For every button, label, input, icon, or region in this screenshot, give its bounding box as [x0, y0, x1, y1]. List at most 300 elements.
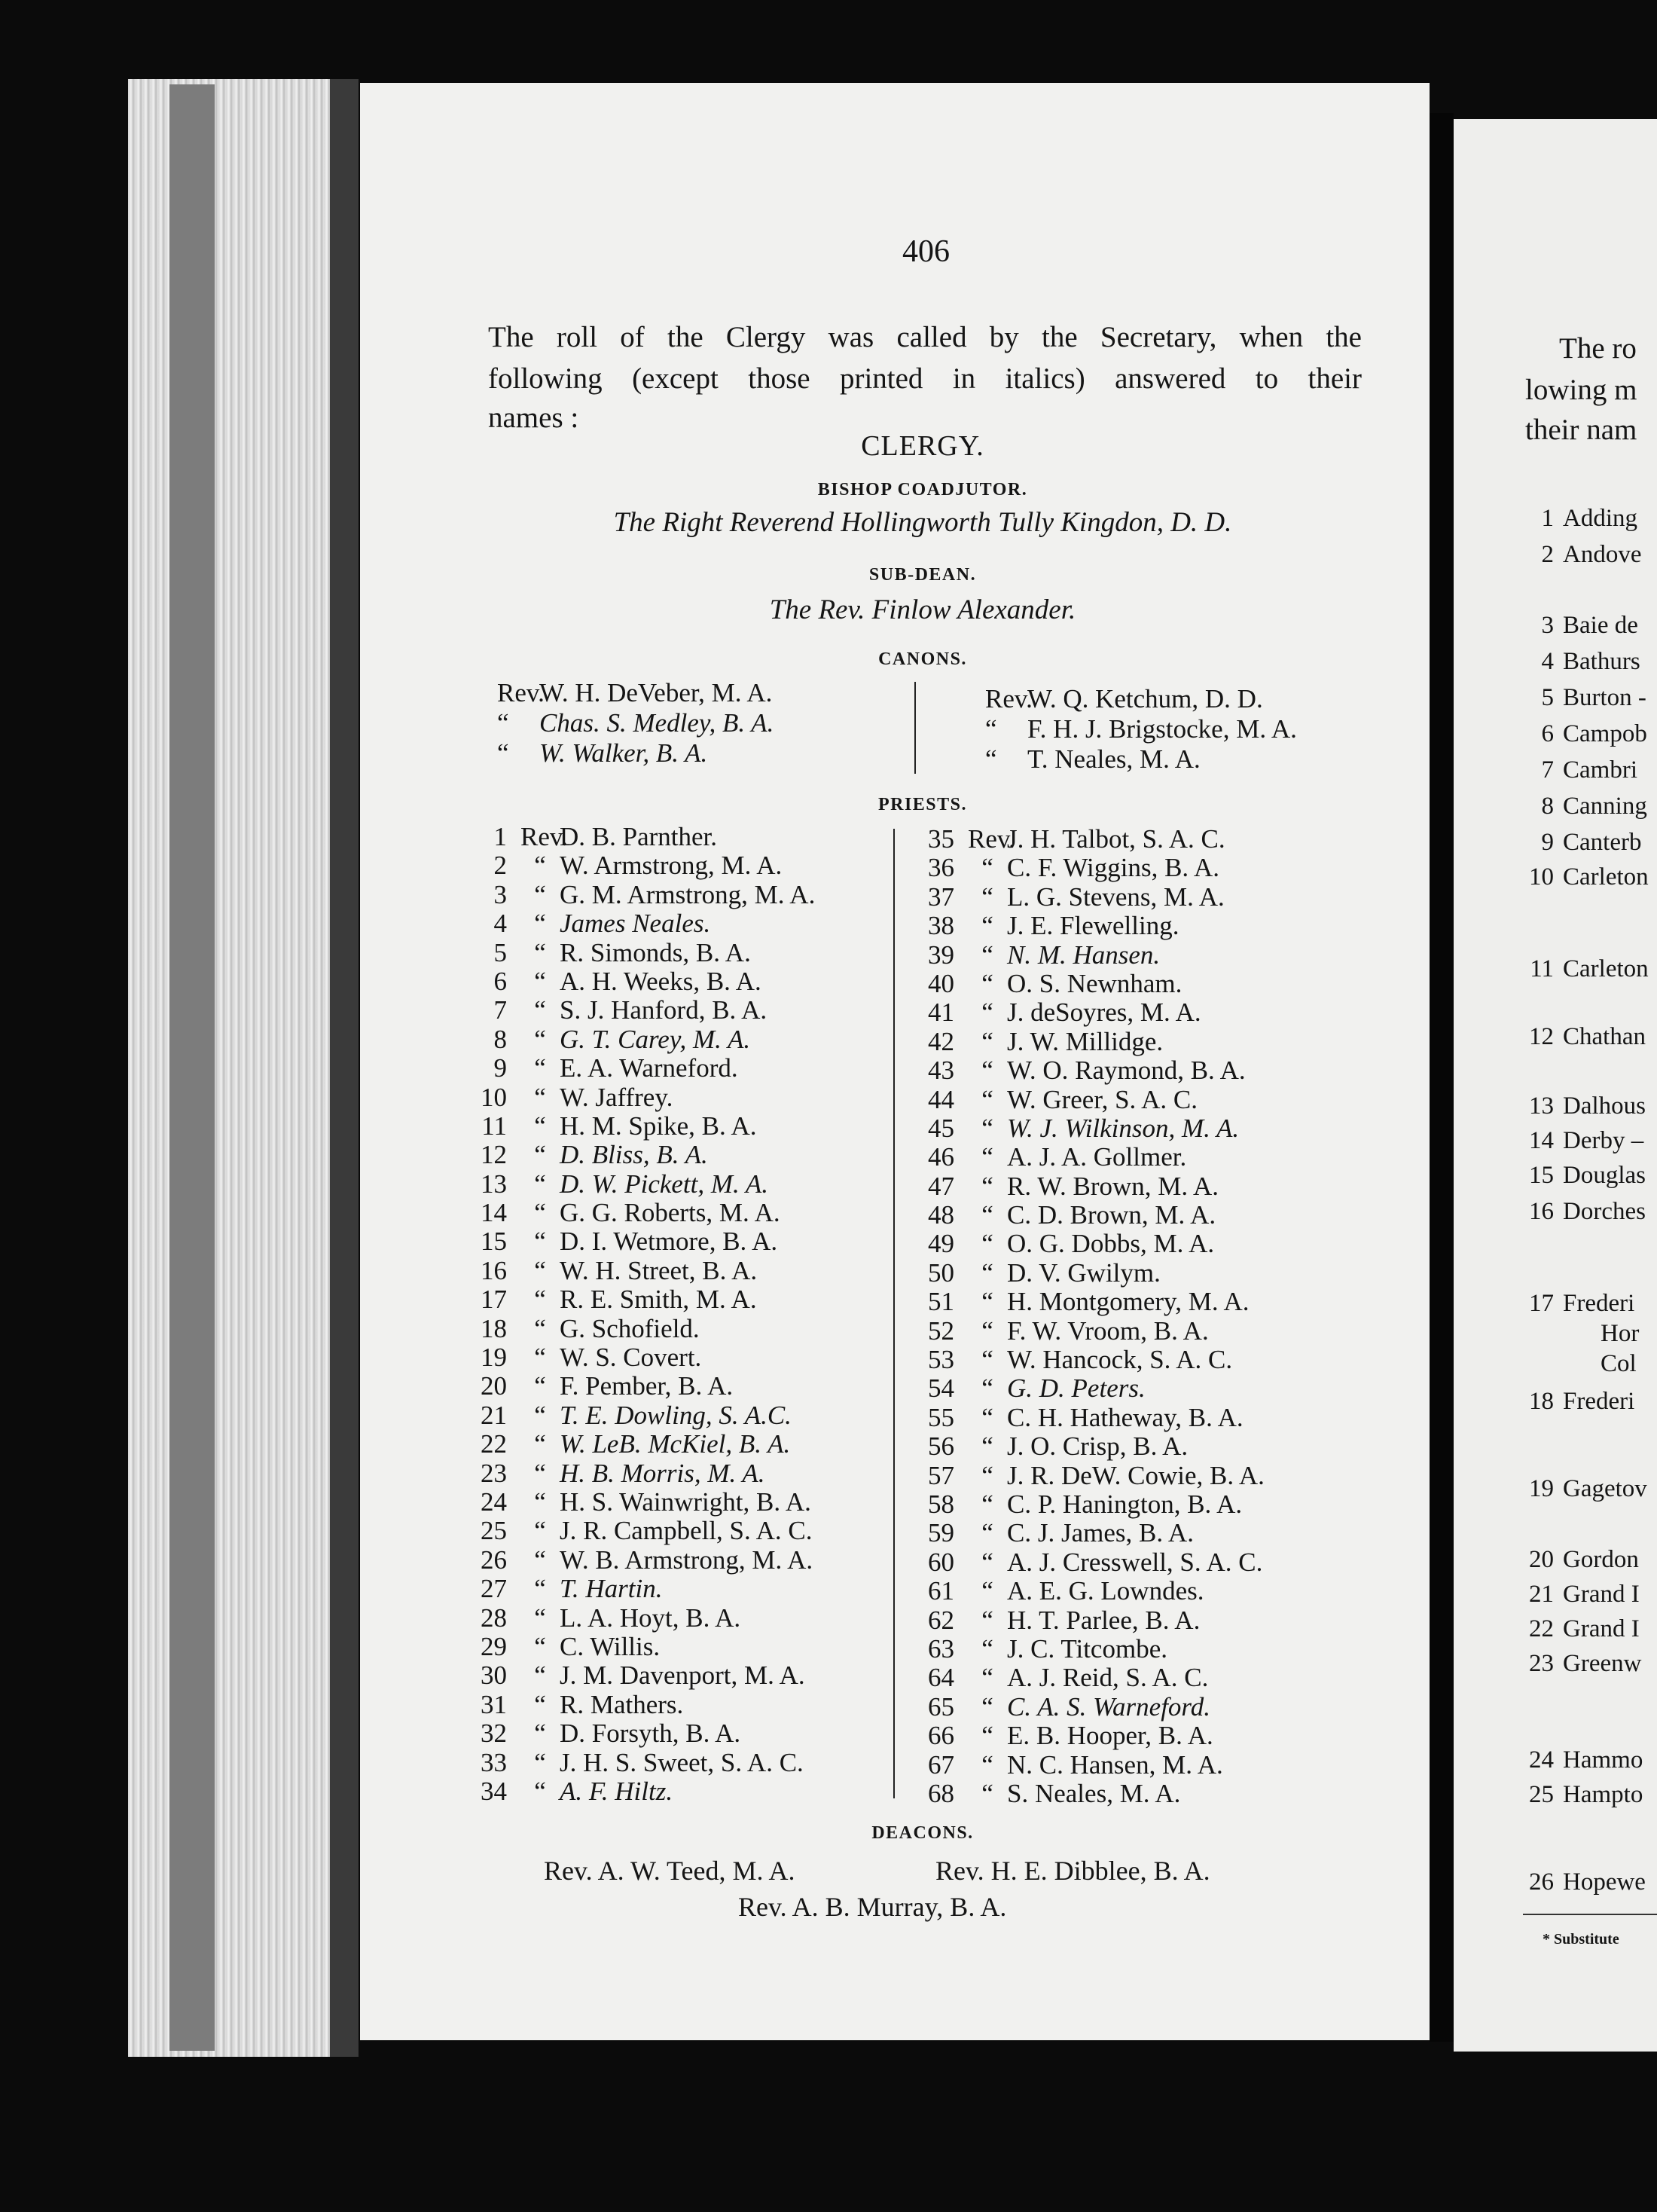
priest-name: H. T. Parlee, B. A.: [1007, 1605, 1201, 1635]
right-entry-number: 1: [1541, 505, 1554, 532]
priest-row: [913, 1114, 1265, 1143]
priest-name: C. Willis.: [560, 1631, 661, 1661]
priest-prefix: “: [534, 1689, 546, 1719]
priest-number: 58: [928, 1489, 954, 1519]
priest-row: [465, 1199, 815, 1227]
priest-row: [913, 1028, 1265, 1056]
priest-name: J. W. Millidge.: [1007, 1026, 1164, 1056]
priest-row: [465, 967, 815, 996]
right-entry: [1525, 1388, 1634, 1416]
priest-row: [913, 1259, 1265, 1288]
priest-number: 1: [493, 822, 507, 851]
book-gutter: [1430, 113, 1454, 2042]
priest-name: S. J. Hanford, B. A.: [560, 995, 767, 1025]
priest-row: [465, 1227, 815, 1256]
book-page-edge-band: [169, 84, 215, 2051]
priest-prefix: “: [981, 1229, 993, 1259]
priest-prefix: “: [981, 1663, 993, 1693]
right-entry: [1525, 1198, 1646, 1226]
right-entry: [1525, 541, 1641, 569]
priest-number: 40: [928, 968, 954, 998]
right-entry-number: 8: [1541, 793, 1554, 820]
intro-line-2: following (except those printed in italics) answered to their: [488, 362, 1362, 395]
canon-prefix: “: [497, 738, 509, 768]
priest-prefix: “: [534, 909, 546, 939]
right-entry: [1525, 1581, 1640, 1609]
priest-number: 68: [928, 1778, 954, 1808]
priest-name: D. W. Pickett, M. A.: [560, 1169, 769, 1199]
priest-name: W. Greer, S. A. C.: [1007, 1084, 1198, 1114]
priest-prefix: “: [981, 968, 993, 998]
right-entry-text: Frederi: [1563, 1388, 1635, 1415]
right-entry-text: Hopewe: [1563, 1868, 1646, 1896]
right-entry-text: Hor: [1601, 1320, 1640, 1347]
right-entry: [1525, 720, 1647, 748]
priest-number: 63: [928, 1633, 954, 1664]
right-entry-number: 3: [1541, 612, 1554, 639]
priest-name: W. B. Armstrong, M. A.: [560, 1544, 813, 1575]
right-entry-number: 17: [1529, 1290, 1554, 1317]
priest-name: W. J. Wilkinson, M. A.: [1007, 1113, 1240, 1143]
right-entry: [1563, 1350, 1637, 1378]
priest-row: [913, 883, 1265, 912]
priest-name: A. J. A. Gollmer.: [1007, 1142, 1187, 1172]
priest-number: 56: [928, 1431, 954, 1462]
priest-prefix: “: [981, 1778, 993, 1808]
priest-row: [465, 1315, 815, 1343]
right-entry: [1525, 1615, 1640, 1643]
canons-right-column: [970, 684, 1297, 775]
right-entry-text: Adding: [1563, 505, 1637, 532]
canon-row: [482, 708, 774, 738]
priest-name: C. J. James, B. A.: [1007, 1518, 1194, 1548]
right-entry-number: 20: [1529, 1546, 1554, 1573]
right-entry-number: 11: [1530, 955, 1554, 982]
priest-name: A. J. Cresswell, S. A. C.: [1007, 1547, 1263, 1577]
priest-row: [465, 939, 815, 967]
priest-prefix: “: [981, 1026, 993, 1056]
priest-number: 10: [481, 1082, 507, 1112]
priest-number: 5: [493, 937, 507, 967]
priest-number: 24: [481, 1486, 507, 1517]
priest-row: [465, 1083, 815, 1112]
bishop-name: The Right Reverend Hollingworth Tully Kingdon, D. D.: [613, 507, 1232, 538]
canon-row: [970, 684, 1297, 714]
subdean-name: The Rev. Finlow Alexander.: [769, 594, 1076, 625]
priest-number: 3: [493, 879, 507, 909]
priest-name: R. Mathers.: [560, 1689, 684, 1719]
right-entry-text: Burton -: [1563, 684, 1646, 711]
priest-number: 9: [493, 1053, 507, 1083]
canon-prefix: “: [497, 708, 509, 738]
priest-row: [465, 1777, 815, 1806]
right-entry: [1525, 1868, 1646, 1896]
priest-number: 42: [928, 1026, 954, 1056]
priest-number: 31: [481, 1689, 507, 1719]
canon-name: T. Neales, M. A.: [1027, 744, 1201, 774]
right-entry-number: 13: [1529, 1092, 1554, 1120]
priest-prefix: “: [981, 1084, 993, 1114]
right-entry-text: Douglas: [1563, 1162, 1646, 1189]
priest-prefix: “: [981, 939, 993, 970]
priest-name: G. D. Peters.: [1007, 1373, 1146, 1404]
priest-number: 34: [481, 1776, 507, 1806]
priest-row: [465, 1372, 815, 1401]
priest-number: 8: [493, 1024, 507, 1054]
right-intro-3: their nam: [1525, 414, 1637, 446]
priest-number: 19: [481, 1343, 507, 1373]
priest-name: L. G. Stevens, M. A.: [1007, 881, 1225, 912]
priest-name: E. B. Hooper, B. A.: [1007, 1721, 1213, 1751]
priest-prefix: “: [981, 1142, 993, 1172]
right-entry-text: Baie de: [1563, 612, 1638, 639]
right-footnote: * Substitute: [1543, 1931, 1619, 1948]
priest-prefix: “: [534, 1747, 546, 1777]
canon-prefix: “: [985, 744, 997, 774]
priest-name: C. P. Hanington, B. A.: [1007, 1489, 1243, 1519]
priest-number: 62: [928, 1605, 954, 1635]
priest-row: [465, 1661, 815, 1690]
priest-name: G. M. Armstrong, M. A.: [560, 879, 816, 909]
priest-row: [465, 1025, 815, 1054]
right-entry-text: Hammo: [1563, 1746, 1643, 1774]
priest-prefix: “: [534, 1661, 546, 1691]
priest-prefix: “: [534, 1255, 546, 1285]
priest-prefix: “: [981, 1373, 993, 1404]
priests-right-column: [913, 825, 1265, 1808]
priest-name: G. G. Roberts, M. A.: [560, 1198, 780, 1228]
priest-number: 17: [481, 1285, 507, 1315]
priest-prefix: “: [534, 1169, 546, 1199]
priest-prefix: “: [534, 1024, 546, 1054]
priest-number: 27: [481, 1574, 507, 1604]
priest-prefix: “: [534, 1544, 546, 1575]
priest-row: [913, 1664, 1265, 1692]
priest-prefix: “: [981, 1345, 993, 1375]
priest-prefix: “: [534, 851, 546, 881]
right-entry-text: Andove: [1563, 541, 1642, 568]
priest-prefix: “: [534, 1486, 546, 1517]
priest-number: 11: [481, 1111, 507, 1141]
priest-row: [913, 1201, 1265, 1230]
priest-prefix: “: [981, 1721, 993, 1751]
right-entry-text: Greenw: [1563, 1650, 1642, 1677]
priest-prefix: “: [981, 1576, 993, 1606]
priest-number: 2: [493, 851, 507, 881]
priest-row: [913, 1143, 1265, 1172]
right-entry-number: 24: [1529, 1746, 1554, 1774]
priest-row: [465, 823, 815, 851]
right-entry: [1525, 1475, 1647, 1503]
priest-number: 50: [928, 1257, 954, 1288]
priest-prefix: “: [534, 1602, 546, 1633]
priest-name: G. T. Carey, M. A.: [560, 1024, 751, 1054]
priest-number: 6: [493, 966, 507, 996]
canons-left-column: [482, 678, 774, 768]
priest-row: [913, 1317, 1265, 1346]
priest-prefix: “: [534, 966, 546, 996]
priest-name: N. C. Hansen, M. A.: [1007, 1749, 1223, 1780]
priest-row: [913, 1404, 1265, 1432]
priest-name: J. deSoyres, M. A.: [1007, 998, 1201, 1028]
right-entry-number: 4: [1541, 648, 1554, 675]
priest-name: W. O. Raymond, B. A.: [1007, 1056, 1246, 1086]
priest-prefix: “: [981, 1460, 993, 1490]
priest-prefix: “: [981, 1402, 993, 1432]
priest-name: O. S. Newnham.: [1007, 968, 1182, 998]
priest-prefix: “: [534, 1285, 546, 1315]
priest-row: [465, 1343, 815, 1372]
priests-divider: [893, 829, 895, 1798]
priest-name: D. I. Wetmore, B. A.: [560, 1227, 778, 1257]
right-entry-number: 15: [1529, 1162, 1554, 1189]
right-entry-text: Grand I: [1563, 1581, 1640, 1608]
right-entry-number: 9: [1541, 829, 1554, 856]
priest-row: [913, 1462, 1265, 1490]
priest-prefix: “: [534, 1371, 546, 1401]
canon-name: W. Walker, B. A.: [539, 738, 708, 768]
priest-name: S. Neales, M. A.: [1007, 1778, 1181, 1808]
priest-row: [913, 1577, 1265, 1606]
priest-prefix: “: [981, 1315, 993, 1346]
right-entry-text: Grand I: [1563, 1615, 1640, 1642]
right-entry-number: 10: [1529, 863, 1554, 891]
right-intro-1: The ro: [1559, 332, 1637, 365]
priest-number: 45: [928, 1113, 954, 1143]
right-intro-2: lowing m: [1525, 374, 1637, 406]
canon-prefix: Rev.: [497, 678, 545, 707]
priest-name: R. Simonds, B. A.: [560, 937, 751, 967]
intro-line-3: names :: [488, 402, 579, 434]
priest-number: 55: [928, 1402, 954, 1432]
priest-prefix: Rev.: [520, 822, 568, 851]
priest-number: 59: [928, 1518, 954, 1548]
priest-row: [465, 1546, 815, 1575]
priest-number: 7: [493, 995, 507, 1025]
priest-name: N. M. Hansen.: [1007, 939, 1161, 970]
priest-row: [913, 1635, 1265, 1664]
right-entry-text: Gordon: [1563, 1546, 1639, 1573]
right-entry-number: 16: [1529, 1198, 1554, 1225]
right-entry-text: Frederi: [1563, 1290, 1635, 1317]
priest-name: W. Armstrong, M. A.: [560, 851, 783, 881]
priest-name: H. Montgomery, M. A.: [1007, 1287, 1250, 1317]
priest-name: H. B. Morris, M. A.: [560, 1458, 765, 1488]
right-entry: [1525, 505, 1637, 533]
priest-name: F. W. Vroom, B. A.: [1007, 1315, 1209, 1346]
priest-row: [913, 1548, 1265, 1577]
priest-number: 30: [481, 1661, 507, 1691]
priest-prefix: “: [981, 1489, 993, 1519]
subdean-heading: SUB-DEAN.: [868, 565, 977, 585]
priest-number: 52: [928, 1315, 954, 1346]
priest-row: [913, 1086, 1265, 1114]
priest-number: 47: [928, 1171, 954, 1201]
priest-prefix: “: [534, 879, 546, 909]
right-entry: [1525, 612, 1638, 640]
priest-prefix: “: [981, 1287, 993, 1317]
priest-prefix: “: [981, 1605, 993, 1635]
right-entry: [1525, 863, 1649, 891]
priest-row: [465, 1141, 815, 1169]
priest-row: [465, 1604, 815, 1633]
priest-prefix: “: [981, 1749, 993, 1780]
priest-number: 64: [928, 1663, 954, 1693]
priest-prefix: “: [981, 853, 993, 883]
right-entry-text: Campob: [1563, 720, 1647, 747]
priest-name: H. S. Wainwright, B. A.: [560, 1486, 811, 1517]
priest-name: E. A. Warneford.: [560, 1053, 738, 1083]
priest-row: [913, 1606, 1265, 1635]
right-entry-text: Derby –: [1563, 1127, 1644, 1154]
priest-name: J. R. Campbell, S. A. C.: [560, 1516, 813, 1546]
intro-line-1: The roll of the Clergy was called by the Secretary, when the: [488, 321, 1362, 353]
canon-name: W. Q. Ketchum, D. D.: [1027, 684, 1263, 713]
footnote-rule: [1523, 1914, 1657, 1915]
priest-number: 22: [481, 1429, 507, 1459]
priest-number: 21: [481, 1400, 507, 1430]
deacon-3: Rev. A. B. Murray, B. A.: [738, 1892, 1007, 1922]
priest-number: 66: [928, 1721, 954, 1751]
priest-row: [465, 1257, 815, 1285]
right-entry: [1525, 955, 1649, 983]
right-entry: [1525, 1781, 1643, 1809]
canon-row: [970, 714, 1297, 744]
priest-number: 44: [928, 1084, 954, 1114]
right-entry-text: Carleton: [1563, 863, 1649, 891]
canon-name: W. H. DeVeber, M. A.: [539, 678, 773, 707]
right-entry-text: Dalhous: [1563, 1092, 1646, 1120]
priest-prefix: “: [981, 881, 993, 912]
priest-name: O. G. Dobbs, M. A.: [1007, 1229, 1215, 1259]
priest-number: 35: [928, 824, 954, 854]
priest-prefix: “: [534, 1719, 546, 1749]
right-entry-number: 5: [1541, 684, 1554, 711]
priest-number: 16: [481, 1255, 507, 1285]
priest-prefix: “: [534, 1227, 546, 1257]
priest-row: [913, 1172, 1265, 1201]
priest-row: [913, 1722, 1265, 1750]
priest-number: 33: [481, 1747, 507, 1777]
priest-row: [465, 996, 815, 1025]
priest-row: [913, 998, 1265, 1027]
priest-row: [913, 1288, 1265, 1316]
priest-name: D. Bliss, B. A.: [560, 1140, 708, 1170]
priest-number: 39: [928, 939, 954, 970]
priest-number: 23: [481, 1458, 507, 1488]
right-entry-text: Chathan: [1563, 1023, 1646, 1050]
canon-row: [482, 678, 774, 708]
priest-row: [465, 1488, 815, 1517]
priest-name: T. E. Dowling, S. A.C.: [560, 1400, 792, 1430]
priest-row: [913, 1751, 1265, 1780]
priest-row: [913, 1519, 1265, 1547]
priest-row: [913, 854, 1265, 882]
right-entry-number: 26: [1529, 1868, 1554, 1896]
priest-number: 13: [481, 1169, 507, 1199]
priest-prefix: “: [534, 1516, 546, 1546]
priest-row: [465, 851, 815, 880]
right-entry-text: Carleton: [1563, 955, 1649, 982]
priest-name: D. V. Gwilym.: [1007, 1257, 1161, 1288]
right-entry-text: Cambri: [1563, 756, 1637, 784]
priests-left-column: [465, 823, 815, 1806]
priest-prefix: “: [534, 1343, 546, 1373]
book-page-edges: [128, 79, 358, 2057]
priest-name: J. C. Titcombe.: [1007, 1633, 1167, 1664]
priest-prefix: “: [981, 1547, 993, 1577]
canons-heading: CANONS.: [878, 649, 967, 669]
deacon-2: Rev. H. E. Dibblee, B. A.: [935, 1856, 1210, 1886]
priest-prefix: “: [534, 1631, 546, 1661]
priest-row: [913, 941, 1265, 970]
priest-name: W. LeB. McKiel, B. A.: [560, 1429, 791, 1459]
priest-row: [465, 1691, 815, 1719]
right-entry-text: Canning: [1563, 793, 1647, 820]
right-entry-number: 19: [1529, 1475, 1554, 1502]
priest-number: 4: [493, 909, 507, 939]
priest-name: J. R. DeW. Cowie, B. A.: [1007, 1460, 1265, 1490]
priest-row: [465, 1517, 815, 1545]
priest-row: [465, 909, 815, 938]
priest-row: [465, 1054, 815, 1083]
right-entry: [1525, 1162, 1646, 1190]
canon-name: F. H. J. Brigstocke, M. A.: [1027, 714, 1297, 744]
priest-number: 57: [928, 1460, 954, 1490]
priests-heading: PRIESTS.: [877, 795, 968, 814]
priest-row: [465, 1749, 815, 1777]
priest-row: [913, 1693, 1265, 1722]
priest-prefix: “: [534, 995, 546, 1025]
priest-row: [913, 970, 1265, 998]
priest-number: 49: [928, 1229, 954, 1259]
priest-name: W. Jaffrey.: [560, 1082, 673, 1112]
page-number: 406: [902, 234, 950, 269]
book-page-edge-shadow: [330, 79, 359, 2057]
right-entry-number: 12: [1529, 1023, 1554, 1050]
priest-row: [465, 1285, 815, 1314]
right-entry-number: 6: [1541, 720, 1554, 747]
priest-name: G. Schofield.: [560, 1313, 700, 1343]
priest-prefix: “: [534, 1400, 546, 1430]
priest-name: James Neales.: [560, 909, 711, 939]
priest-prefix: “: [534, 1776, 546, 1806]
priest-row: [913, 1230, 1265, 1258]
priest-row: [913, 1346, 1265, 1374]
clergy-heading: CLERGY.: [861, 430, 984, 462]
priest-row: [913, 1490, 1265, 1519]
priest-number: 20: [481, 1371, 507, 1401]
right-entry: [1525, 1092, 1646, 1120]
right-entry-number: 21: [1529, 1581, 1554, 1608]
priest-number: 65: [928, 1691, 954, 1722]
priest-prefix: “: [534, 1574, 546, 1604]
priest-prefix: “: [534, 1111, 546, 1141]
priest-number: 67: [928, 1749, 954, 1780]
priest-row: [465, 1112, 815, 1141]
priest-number: 60: [928, 1547, 954, 1577]
priest-prefix: “: [981, 1431, 993, 1462]
priest-number: 54: [928, 1373, 954, 1404]
priest-name: C. D. Brown, M. A.: [1007, 1200, 1216, 1230]
priest-row: [465, 1575, 815, 1603]
right-entry-text: Canterb: [1563, 829, 1642, 856]
right-entry: [1525, 793, 1647, 820]
right-entry: [1525, 1127, 1643, 1155]
priest-row: [465, 1459, 815, 1488]
priest-prefix: “: [534, 1429, 546, 1459]
priest-row: [913, 912, 1265, 940]
